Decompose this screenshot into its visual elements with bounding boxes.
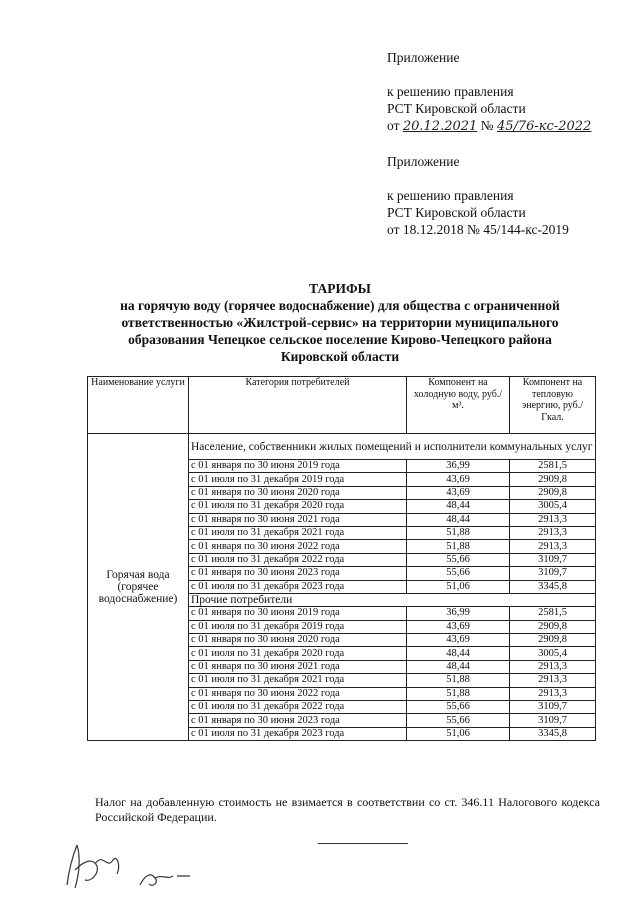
- heat-energy-value: 2909,8: [510, 620, 596, 633]
- period-cell: с 01 июля по 31 декабря 2019 года: [189, 473, 407, 486]
- cold-water-value: 48,44: [407, 513, 510, 526]
- period-cell: с 01 января по 30 июня 2021 года: [189, 660, 407, 673]
- cold-water-value: 43,69: [407, 473, 510, 486]
- signature-line: [318, 843, 408, 844]
- cold-water-value: 51,88: [407, 674, 510, 687]
- appendix-new-no-sign: №: [480, 118, 494, 133]
- period-cell: с 01 июля по 31 декабря 2020 года: [189, 647, 407, 660]
- period-cell: с 01 июля по 31 декабря 2019 года: [189, 620, 407, 633]
- heat-energy-value: 2581,5: [510, 607, 596, 620]
- period-cell: с 01 июля по 31 декабря 2021 года: [189, 674, 407, 687]
- heading-line3: образования Чепецкое сельское поселение Кирово-Чепецкого района: [128, 332, 552, 347]
- appendix-old-line2: РСТ Кировской области: [387, 205, 526, 220]
- period-cell: с 01 января по 30 июня 2019 года: [189, 607, 407, 620]
- cold-water-value: 55,66: [407, 553, 510, 566]
- heat-energy-value: 2913,3: [510, 540, 596, 553]
- period-cell: с 01 января по 30 июня 2022 года: [189, 540, 407, 553]
- appendix-old-block: [387, 153, 569, 238]
- group-header-row: [88, 434, 596, 460]
- handwritten-number: 45/76-кс-2022: [496, 119, 592, 134]
- cold-water-value: 51,06: [407, 580, 510, 593]
- handwritten-date: 20.12.2021: [402, 119, 478, 134]
- appendix-new-title: Приложение: [387, 50, 460, 65]
- heat-energy-value: 2909,8: [510, 486, 596, 499]
- header-category: Категория потребителей: [189, 377, 407, 434]
- heading-line4: Кировской области: [280, 349, 400, 364]
- heat-energy-value: 3109,7: [510, 701, 596, 714]
- period-cell: с 01 июля по 31 декабря 2022 года: [189, 701, 407, 714]
- cold-water-value: 51,06: [407, 727, 510, 740]
- header-cold-component: Компонент на холодную воду, руб./м³.: [407, 377, 510, 434]
- period-cell: с 01 июля по 31 декабря 2023 года: [189, 727, 407, 740]
- heat-energy-value: 3109,7: [510, 567, 596, 580]
- heat-energy-value: 2913,3: [510, 674, 596, 687]
- table-header-row: [88, 377, 596, 434]
- cold-water-value: 48,44: [407, 660, 510, 673]
- period-cell: с 01 июля по 31 декабря 2023 года: [189, 580, 407, 593]
- consumer-group-label: Население, собственники жилых помещений и исполнители коммунальных услуг: [189, 434, 596, 460]
- document-heading: [80, 280, 600, 365]
- appendix-new-block: [387, 49, 591, 135]
- heading-line2: ответственностью «Жилстрой-сервис» на территории муниципального: [121, 315, 559, 330]
- cold-water-value: 36,99: [407, 460, 510, 473]
- appendix-new-decision: [387, 117, 591, 135]
- cold-water-value: 51,88: [407, 526, 510, 539]
- cold-water-value: 55,66: [407, 567, 510, 580]
- period-cell: с 01 января по 30 июня 2019 года: [189, 460, 407, 473]
- heat-energy-value: 3345,8: [510, 580, 596, 593]
- period-cell: с 01 июля по 31 декабря 2022 года: [189, 553, 407, 566]
- period-cell: с 01 января по 30 июня 2020 года: [189, 634, 407, 647]
- heat-energy-value: 3109,7: [510, 714, 596, 727]
- period-cell: с 01 июля по 31 декабря 2020 года: [189, 500, 407, 513]
- heading-line1: на горячую воду (горячее водоснабжение) для общества с ограниченной: [120, 298, 560, 313]
- heat-energy-value: 2909,8: [510, 473, 596, 486]
- cold-water-value: 48,44: [407, 500, 510, 513]
- heat-energy-value: 3109,7: [510, 553, 596, 566]
- appendix-old-title: Приложение: [387, 154, 460, 169]
- tariffs-table-body: [88, 434, 596, 741]
- appendix-new-from: от: [387, 118, 400, 133]
- cold-water-value: 48,44: [407, 647, 510, 660]
- cold-water-value: 43,69: [407, 634, 510, 647]
- consumer-group-label: Прочие потребители: [189, 593, 596, 606]
- heat-energy-value: 2913,3: [510, 513, 596, 526]
- appendix-new-line1: к решению правления: [387, 84, 514, 99]
- cold-water-value: 36,99: [407, 607, 510, 620]
- period-cell: с 01 января по 30 июня 2023 года: [189, 567, 407, 580]
- cold-water-value: 55,66: [407, 714, 510, 727]
- header-heat-component: Компонент на тепловую энергию, руб./Гкал.: [510, 377, 596, 434]
- cold-water-value: 51,88: [407, 540, 510, 553]
- heat-energy-value: 3005,4: [510, 647, 596, 660]
- period-cell: с 01 января по 30 июня 2023 года: [189, 714, 407, 727]
- cold-water-value: 43,69: [407, 486, 510, 499]
- period-cell: с 01 января по 30 июня 2020 года: [189, 486, 407, 499]
- heat-energy-value: 3345,8: [510, 727, 596, 740]
- tariffs-table: [87, 376, 596, 741]
- appendix-old-line1: к решению правления: [387, 188, 514, 203]
- heat-energy-value: 2913,3: [510, 687, 596, 700]
- signature-image: [55, 830, 235, 895]
- period-cell: с 01 января по 30 июня 2022 года: [189, 687, 407, 700]
- period-cell: с 01 июля по 31 декабря 2021 года: [189, 526, 407, 539]
- appendix-old-line3: от 18.12.2018 № 45/144-кс-2019: [387, 222, 569, 237]
- header-service: Наименование услуги: [88, 377, 189, 434]
- cold-water-value: 51,88: [407, 687, 510, 700]
- heat-energy-value: 2913,3: [510, 526, 596, 539]
- heat-energy-value: 2913,3: [510, 660, 596, 673]
- cold-water-value: 55,66: [407, 701, 510, 714]
- cold-water-value: 43,69: [407, 620, 510, 633]
- heading-title: ТАРИФЫ: [309, 281, 371, 296]
- heat-energy-value: 2909,8: [510, 634, 596, 647]
- appendix-new-line2: РСТ Кировской области: [387, 101, 526, 116]
- service-name-cell: Горячая вода (горячее водоснабжение): [88, 434, 189, 741]
- heat-energy-value: 3005,4: [510, 500, 596, 513]
- period-cell: с 01 января по 30 июня 2021 года: [189, 513, 407, 526]
- heat-energy-value: 2581,5: [510, 460, 596, 473]
- vat-note: Налог на добавленную стоимость не взимается в соответствии со ст. 346.11 Налогового кодекса Российской Федерации.: [95, 795, 600, 824]
